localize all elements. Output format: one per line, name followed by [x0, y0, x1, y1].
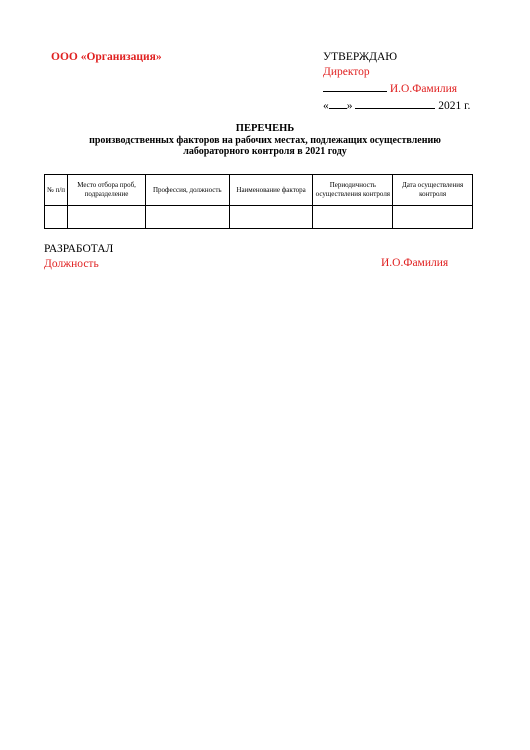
month-underline	[355, 97, 435, 109]
table-cell[interactable]	[229, 206, 313, 229]
approval-signature-line	[323, 80, 470, 97]
developed-label: РАЗРАБОТАЛ	[44, 243, 114, 255]
factors-table	[44, 174, 473, 229]
developed-block	[44, 242, 113, 272]
title-line-2: лабораторного контроля в 2021 году	[183, 146, 347, 157]
title-heading: ПЕРЕЧЕНЬ	[235, 123, 295, 134]
table-cell[interactable]	[393, 206, 473, 229]
organization-name: ООО «Организация»	[51, 51, 162, 63]
approval-label: УТВЕРЖДАЮ	[323, 51, 398, 63]
table-cell[interactable]	[45, 206, 68, 229]
table-row	[45, 206, 473, 229]
date-close-quote: »	[346, 100, 353, 112]
table-cell[interactable]	[68, 206, 146, 229]
approval-date-line	[323, 97, 470, 114]
table-header-row	[45, 175, 473, 206]
approval-position: Директор	[323, 66, 370, 78]
date-open-quote: «	[323, 100, 329, 112]
developed-position: Должность	[44, 258, 99, 270]
header-number: № п/п	[45, 175, 68, 206]
header-profession: Профессия, должность	[145, 175, 229, 206]
signature-underline	[323, 80, 387, 92]
title-line-1: производственных факторов на рабочих местах, подлежащих осуществлению	[89, 134, 441, 146]
document-title	[40, 123, 490, 158]
header-sampling-place: Место отбора проб, подразделение	[68, 175, 146, 206]
approval-year: 2021 г.	[438, 100, 471, 112]
approval-block	[323, 50, 470, 114]
table-cell[interactable]	[313, 206, 393, 229]
header-control-date: Дата осуществления контроля	[393, 175, 473, 206]
day-underline	[329, 97, 347, 109]
developed-name: И.О.Фамилия	[381, 257, 449, 269]
table-cell[interactable]	[145, 206, 229, 229]
header-factor-name: Наименование фактора	[229, 175, 313, 206]
header-periodicity: Периодичность осуществления контроля	[313, 175, 393, 206]
approval-name: И.О.Фамилия	[389, 83, 458, 95]
